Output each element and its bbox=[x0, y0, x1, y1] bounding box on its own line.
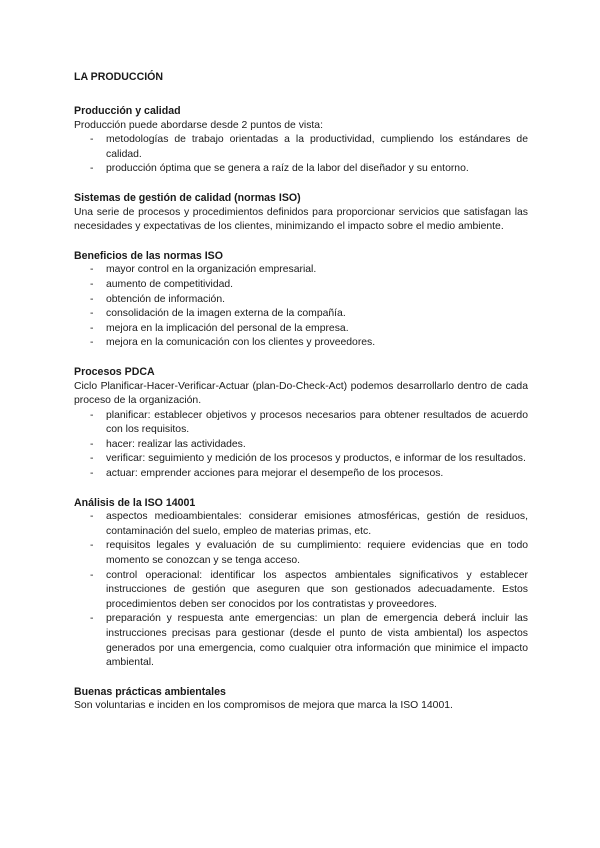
bullet-list bbox=[74, 510, 528, 671]
dash-bullet-icon: - bbox=[90, 453, 94, 465]
section bbox=[74, 191, 528, 235]
list-item-text: consolidación de la imagen externa de la compañía. bbox=[106, 308, 346, 320]
list-item-text: mayor control en la organización empresarial. bbox=[106, 264, 317, 276]
list-item bbox=[74, 133, 528, 162]
list-item bbox=[74, 612, 528, 670]
dash-bullet-icon: - bbox=[90, 438, 94, 450]
dash-bullet-icon: - bbox=[90, 569, 94, 581]
section-heading: Procesos PDCA bbox=[74, 365, 155, 378]
list-item bbox=[74, 510, 528, 539]
section bbox=[74, 249, 528, 351]
list-item-text: actuar: emprender acciones para mejorar el desempeño de los procesos. bbox=[106, 468, 444, 480]
list-item-text: preparación y respuesta ante emergencias: un plan de emergencia deberá incluir las instrucciones precisas para gestionar (desde el punto de vista ambiental) los aspectos generados por una emergencia, como cualquier otra información que minimice el impacto ambiental. bbox=[106, 613, 528, 669]
list-item bbox=[74, 322, 528, 337]
dash-bullet-icon: - bbox=[90, 511, 94, 523]
list-item-text: aspectos medioambientales: considerar emisiones atmosféricas, gestión de residuos, contaminación del suelo, empleo de materias primas, etc. bbox=[106, 511, 528, 537]
dash-bullet-icon: - bbox=[90, 293, 94, 305]
document-title: LA PRODUCCIÓN bbox=[74, 71, 164, 83]
list-item-text: obtención de información. bbox=[106, 293, 225, 305]
list-item bbox=[74, 569, 528, 613]
section bbox=[74, 365, 528, 482]
document-content bbox=[74, 70, 528, 728]
bullet-list bbox=[74, 133, 528, 177]
section bbox=[74, 685, 528, 714]
dash-bullet-icon: - bbox=[90, 134, 94, 146]
dash-bullet-icon: - bbox=[90, 264, 94, 276]
dash-bullet-icon: - bbox=[90, 322, 94, 334]
list-item bbox=[74, 263, 528, 278]
dash-bullet-icon: - bbox=[90, 163, 94, 175]
sections-container bbox=[74, 104, 528, 714]
list-item bbox=[74, 307, 528, 322]
list-item bbox=[74, 452, 528, 467]
dash-bullet-icon: - bbox=[90, 278, 94, 290]
list-item bbox=[74, 438, 528, 453]
list-item bbox=[74, 467, 528, 482]
section bbox=[74, 104, 528, 177]
list-item bbox=[74, 539, 528, 568]
section-heading: Sistemas de gestión de calidad (normas ISO) bbox=[74, 191, 301, 204]
section-paragraph: Producción puede abordarse desde 2 puntos de vista: bbox=[74, 119, 323, 131]
list-item-text: mejora en la comunicación con los clientes y proveedores. bbox=[106, 337, 376, 349]
dash-bullet-icon: - bbox=[90, 337, 94, 349]
list-item bbox=[74, 293, 528, 308]
section-paragraph: Ciclo Planificar-Hacer-Verificar-Actuar (plan-Do-Check-Act) podemos desarrollarlo dentro de cada proceso de la organización. bbox=[74, 380, 528, 407]
list-item-text: aumento de competitividad. bbox=[106, 278, 234, 290]
list-item bbox=[74, 278, 528, 293]
dash-bullet-icon: - bbox=[90, 409, 94, 421]
section-paragraph: Una serie de procesos y procedimientos definidos para proporcionar servicios que satisfagan las necesidades y expectativas de los clientes, minimizando el impacto sobre el medio ambiente. bbox=[74, 206, 528, 233]
section-heading: Producción y calidad bbox=[74, 105, 181, 117]
list-item-text: hacer: realizar las actividades. bbox=[106, 438, 246, 450]
list-item-text: verificar: seguimiento y medición de los procesos y productos, e informar de los resultados. bbox=[106, 453, 526, 465]
list-item-text: metodologías de trabajo orientadas a la productividad, cumpliendo los estándares de calidad. bbox=[106, 134, 528, 160]
list-item-text: planificar: establecer objetivos y procesos necesarios para obtener resultados de acuerdo con los requisitos. bbox=[106, 409, 528, 436]
dash-bullet-icon: - bbox=[90, 613, 94, 625]
list-item-text: mejora en la implicación del personal de la empresa. bbox=[106, 322, 349, 334]
section-paragraph: Son voluntarias e inciden en los compromisos de mejora que marca la ISO 14001. bbox=[74, 700, 453, 712]
section-heading: Beneficios de las normas ISO bbox=[74, 249, 223, 262]
bullet-list bbox=[74, 409, 528, 482]
dash-bullet-icon: - bbox=[90, 540, 94, 552]
list-item bbox=[74, 409, 528, 438]
list-item-text: control operacional: identificar los aspectos ambientales significativos y establecer instrucciones de gestión que aseguren que son gestionados adecuadamente. Estos procedimientos deben ser conocidos por los contratistas y proveedores. bbox=[106, 569, 528, 610]
list-item bbox=[74, 336, 528, 351]
dash-bullet-icon: - bbox=[90, 308, 94, 320]
section bbox=[74, 496, 528, 671]
list-item-text: requisitos legales y evaluación de su cumplimiento: requiere evidencias que en todo momento se conozcan y se tenga acceso. bbox=[106, 540, 528, 567]
list-item bbox=[74, 162, 528, 177]
section-heading: Buenas prácticas ambientales bbox=[74, 685, 226, 698]
bullet-list bbox=[74, 263, 528, 351]
dash-bullet-icon: - bbox=[90, 468, 94, 480]
section-heading: Análisis de la ISO 14001 bbox=[74, 496, 196, 509]
list-item-text: producción óptima que se genera a raíz de la labor del diseñador y su entorno. bbox=[106, 163, 469, 175]
